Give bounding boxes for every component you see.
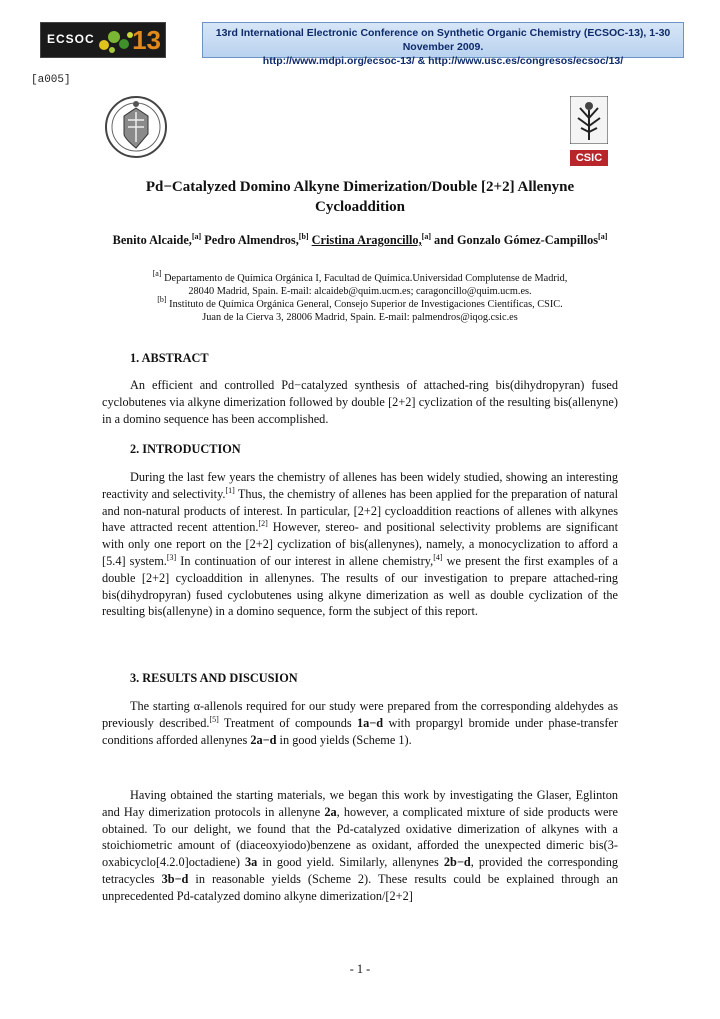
author-affiliation-mark: [b] [298, 232, 309, 241]
paper-code: [a005] [31, 74, 71, 86]
paragraph-text: in good yields (Scheme 1). [276, 732, 412, 747]
abstract-paragraph: An efficient and controlled Pd−catalyzed synthesis of attached-ring bis(dihydropyran) fused cyclobutenes via alkyne dimerization followed by double [2+2] cyclization of the resulting bis(allenyne) in a domino sequence has been accomplished. [102, 378, 618, 426]
author-name: and Gonzalo Gómez-Campillos [430, 233, 599, 247]
results-paragraph-1 [102, 698, 618, 748]
university-seal-icon [104, 94, 168, 160]
conference-info [202, 22, 684, 67]
section-heading-abstract: 1. ABSTRACT [130, 351, 209, 365]
paragraph-text: with propargyl bromide under phase-transfer conditions afforded allenynes [102, 715, 618, 747]
citation-ref: [1] [225, 485, 235, 495]
citation-ref: [4] [433, 552, 443, 562]
compound-label: 3b−d [161, 871, 189, 886]
compound-label: 3a [244, 855, 258, 870]
compound-label: 2b−d [443, 855, 471, 870]
citation-ref: [3] [166, 552, 177, 562]
author-affiliation-mark: [a] [598, 232, 608, 241]
ecsoc-logo-number: 13 [132, 25, 161, 55]
affiliation-text: Instituto de Química Orgánica General, Consejo Superior de Investigaciones Científicas, CSIC. [166, 299, 563, 310]
paragraph-text: Thus, the chemistry of allenes has been applied for the preparation of natural and non-natural products of interest. In particular, [2+2] cycloaddition reactions of allenes with alkynes have attracted recent attention. [102, 486, 619, 535]
compound-label: 2a−d [250, 732, 277, 747]
section-heading-results: 3. RESULTS AND DISCUSION [130, 671, 298, 685]
author-name: Pedro Almendros, [201, 233, 299, 247]
section-heading-introduction: 2. INTRODUCTION [130, 442, 241, 456]
paragraph-text: in good yield. Similarly, allenynes [257, 855, 444, 870]
paragraph-text: In continuation of our interest in allene chemistry, [176, 553, 434, 568]
paragraph-text: , provided the corresponding tetracycles [102, 855, 618, 886]
affiliations [100, 269, 620, 324]
citation-ref: [2] [258, 519, 268, 529]
author-affiliation-mark: [a] [421, 232, 431, 241]
ecsoc-logo [40, 22, 166, 58]
conference-banner [40, 22, 684, 67]
conference-title-line: 13rd International Electronic Conference on Synthetic Organic Chemistry (ECSOC-13), 1-30 November 2009. [215, 27, 671, 53]
author-name: Benito Alcaide, [112, 233, 192, 247]
introduction-paragraph [102, 469, 618, 620]
paragraph-text: in reasonable yields (Scheme 2). These results could be explained through an unprecedented Pd-catalyzed domino alkyne dimerization/[2+2] [102, 871, 618, 903]
page-number: - 1 - [349, 962, 371, 976]
author-affiliation-mark: [a] [191, 232, 202, 241]
csic-label: CSIC [570, 150, 608, 166]
csic-logo [570, 96, 608, 162]
affiliation-text: 28040 Madrid, Spain. E-mail: alcaideb@quim.ucm.es; caragoncillo@quim.ucm.es. [188, 286, 532, 297]
paragraph-text: The starting α-allenols required for our study were prepared from the corresponding aldehydes as previously described. [102, 699, 618, 730]
paragraph-text: Treatment of compounds [218, 715, 357, 730]
paragraph-text: Having obtained the starting materials, we began this work by investigating the Glaser, Eglinton and Hay dimerization protocols in allenyne [102, 788, 618, 819]
csic-tree-icon [570, 96, 608, 144]
ecsoc-logo-text: ECSOC [47, 32, 95, 46]
affiliation-text: Juan de la Cierva 3, 28006 Madrid, Spain. E-mail: palmendros@iqog.csic.es [202, 312, 518, 323]
citation-ref: [5] [209, 714, 219, 724]
affiliation-mark: [a] [152, 269, 162, 278]
paper-title: Pd−Catalyzed Domino Alkyne Dimerization/Double [2+2] Allenyne Cycloaddition [145, 179, 575, 215]
author-list [100, 232, 620, 248]
paragraph-text: However, stereo- and positional selectivity problems are significant with only one report on the [2+2] cyclization of bis(allenynes), namely, a monocyclization to afford a [5.4] system. [102, 520, 618, 568]
affiliation-text: Departamento de Química Orgánica I, Facultad de Química.Universidad Complutense de Madrid, [161, 273, 568, 284]
corresponding-author-name: Cristina Aragoncillo, [311, 233, 422, 247]
molecule-dots-icon [96, 27, 136, 55]
compound-label: 1a−d [357, 715, 384, 730]
affiliation-mark: [b] [157, 295, 167, 304]
paragraph-text: During the last few years the chemistry of allenes has been widely studied, showing an interesting reactivity and selectivity. [102, 470, 618, 501]
paragraph-text: , however, a complicated mixture of side products were obtained. To our delight, we found that the Pd-catalyzed oxidative dimerization of alkynes with a stoichiometric amount of (diaceoxyiodo)benzene as oxidant, afforded the unexpected dimeric bis(3-oxabicyclo[4.2.0]octadiene) [102, 804, 618, 870]
paragraph-text: we present the first examples of a double [2+2] cycloaddition in allenynes. The results of our investigation to prepare attached-ring bis(dihydropyran) fused cyclobutenes using alkyne dimerization as well as double cyclization of the resulting bis(allenyne) in a domino sequence, form the subject of this report. [102, 553, 618, 619]
compound-label: 2a [324, 804, 337, 819]
results-paragraph-2 [102, 787, 618, 905]
conference-url-line: http://www.mdpi.org/ecsoc-13/ & http://www.usc.es/congresos/ecsoc/13/ [262, 55, 624, 67]
